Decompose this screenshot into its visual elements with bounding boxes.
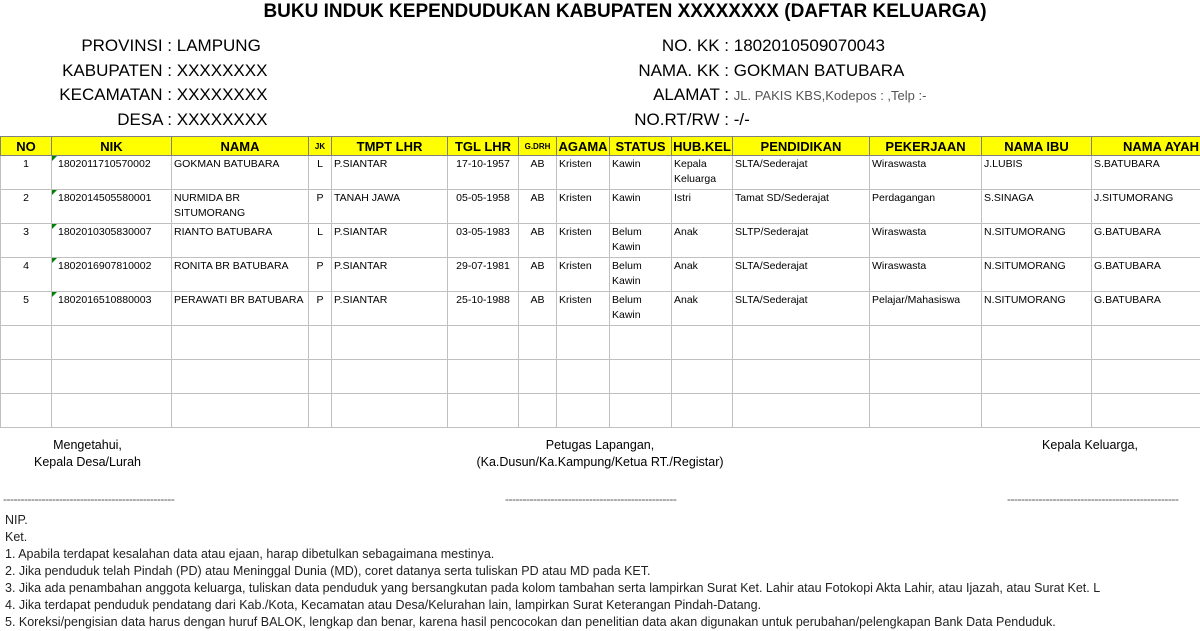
- table-row: [1, 190, 1200, 224]
- empty-cell: [672, 326, 733, 360]
- empty-cell: [870, 394, 982, 428]
- cell-status: Belum Kawin: [610, 258, 672, 292]
- empty-cell: [309, 394, 332, 428]
- cell-comment-marker-icon: [52, 156, 57, 161]
- cell-pekerjaan: Wiraswasta: [870, 224, 982, 258]
- cell-pendidikan: Tamat SD/Sederajat: [733, 190, 870, 224]
- ket-label: Ket.: [5, 529, 1100, 546]
- signature-line: Kepala Desa/Lurah: [20, 454, 155, 471]
- empty-cell: [672, 360, 733, 394]
- empty-row: [1, 326, 1200, 360]
- cell-agama: Kristen: [557, 190, 610, 224]
- empty-cell: [610, 326, 672, 360]
- empty-cell: [1092, 326, 1200, 360]
- note-item: 5. Koreksi/pengisian data harus dengan huruf BALOK, lengkap dan benar, karena hasil pencocokan dan penelitian data akan digunakan untuk perubahan/pelengkapan Bank Data Penduduk.: [5, 614, 1100, 631]
- cell-hub-kel: Kepala Keluarga: [672, 156, 733, 190]
- cell-jk: P: [309, 292, 332, 326]
- col-header-jk: JK: [309, 137, 332, 156]
- col-header-agama: AGAMA: [557, 137, 610, 156]
- cell-text: 1802010305830007: [58, 226, 151, 238]
- empty-cell: [172, 360, 309, 394]
- field-alamat: [0, 85, 926, 110]
- cell-hub-kel: Anak: [672, 224, 733, 258]
- empty-cell: [332, 360, 448, 394]
- table-row: [1, 292, 1200, 326]
- empty-cell: [172, 326, 309, 360]
- cell-status: Kawin: [610, 190, 672, 224]
- notes-section: [5, 512, 1100, 631]
- cell-pendidikan: SLTP/Sederajat: [733, 224, 870, 258]
- cell-pendidikan: SLTA/Sederajat: [733, 156, 870, 190]
- col-header-nik: NIK: [52, 137, 172, 156]
- cell-jk: P: [309, 258, 332, 292]
- cell-status: Kawin: [610, 156, 672, 190]
- field-value: XXXXXXXX: [177, 61, 268, 80]
- empty-cell: [448, 394, 519, 428]
- empty-cell: [610, 394, 672, 428]
- field-label: NO. KK :: [0, 36, 729, 56]
- field-label: NAMA. KK :: [0, 61, 729, 81]
- cell-nik: [52, 292, 172, 326]
- cell-comment-marker-icon: [52, 292, 57, 297]
- col-header-tmpt-lhr: TMPT LHR: [332, 137, 448, 156]
- cell-jk: L: [309, 224, 332, 258]
- field-rt-rw: [0, 110, 926, 135]
- note-item: 1. Apabila terdapat kesalahan data atau ejaan, harap dibetulkan sebagaimana mestinya.: [5, 546, 1100, 563]
- field-value: GOKMAN BATUBARA: [734, 61, 905, 80]
- signature-village-head: [20, 437, 155, 471]
- cell-tmpt-lhr: P.SIANTAR: [332, 258, 448, 292]
- cell-jk: P: [309, 190, 332, 224]
- empty-cell: [52, 326, 172, 360]
- cell-agama: Kristen: [557, 224, 610, 258]
- cell-no: 2: [1, 190, 52, 224]
- signature-line: Petugas Lapangan,: [440, 437, 760, 454]
- field-label: DESA :: [0, 110, 172, 130]
- col-header-nama-ibu: NAMA IBU: [982, 137, 1092, 156]
- cell-nama-ayah: S.BATUBARA: [1092, 156, 1200, 190]
- table-row: [1, 156, 1200, 190]
- col-header-no: NO: [1, 137, 52, 156]
- empty-cell: [733, 360, 870, 394]
- empty-cell: [1092, 360, 1200, 394]
- field-label: ALAMAT :: [0, 85, 729, 105]
- empty-cell: [557, 326, 610, 360]
- field-value: XXXXXXXX: [177, 85, 268, 104]
- cell-nik: [52, 190, 172, 224]
- empty-cell: [733, 394, 870, 428]
- cell-nama: GOKMAN BATUBARA: [172, 156, 309, 190]
- table-row: [1, 224, 1200, 258]
- col-header-hub-kel: HUB.KEL: [672, 137, 733, 156]
- cell-tmpt-lhr: TANAH JAWA: [332, 190, 448, 224]
- cell-nama-ibu: N.SITUMORANG: [982, 292, 1092, 326]
- empty-cell: [557, 394, 610, 428]
- empty-cell: [1092, 394, 1200, 428]
- cell-text: 1802016510880003: [58, 294, 151, 306]
- family-table: [0, 136, 1200, 428]
- cell-tgl-lhr: 17-10-1957: [448, 156, 519, 190]
- field-value: XXXXXXXX: [177, 110, 268, 129]
- signature-dash-middle: -------------------------------------------------: [505, 492, 676, 506]
- empty-cell: [557, 360, 610, 394]
- cell-nik: [52, 224, 172, 258]
- empty-cell: [982, 394, 1092, 428]
- cell-nama: RONITA BR BATUBARA: [172, 258, 309, 292]
- cell-pendidikan: SLTA/Sederajat: [733, 292, 870, 326]
- empty-cell: [1, 326, 52, 360]
- cell-text: 1802016907810002: [58, 260, 151, 272]
- cell-nama-ayah: G.BATUBARA: [1092, 224, 1200, 258]
- cell-gdrh: AB: [519, 156, 557, 190]
- col-header-status: STATUS: [610, 137, 672, 156]
- cell-gdrh: AB: [519, 190, 557, 224]
- cell-gdrh: AB: [519, 258, 557, 292]
- cell-nama-ibu: J.LUBIS: [982, 156, 1092, 190]
- field-label: PROVINSI :: [0, 36, 172, 56]
- cell-nama-ibu: N.SITUMORANG: [982, 258, 1092, 292]
- cell-no: 1: [1, 156, 52, 190]
- empty-cell: [309, 360, 332, 394]
- cell-nama-ayah: J.SITUMORANG: [1092, 190, 1200, 224]
- empty-cell: [982, 360, 1092, 394]
- cell-comment-marker-icon: [52, 258, 57, 263]
- field-label: NO.RT/RW :: [0, 110, 729, 130]
- family-fields: [0, 36, 926, 134]
- cell-hub-kel: Anak: [672, 258, 733, 292]
- col-header-nama: NAMA: [172, 137, 309, 156]
- cell-nik: [52, 258, 172, 292]
- empty-cell: [1, 360, 52, 394]
- cell-agama: Kristen: [557, 292, 610, 326]
- col-header-gdrh: G.DRH: [519, 137, 557, 156]
- col-header-nama-ayah: NAMA AYAH: [1092, 137, 1200, 156]
- empty-cell: [448, 360, 519, 394]
- cell-pekerjaan: Pelajar/Mahasiswa: [870, 292, 982, 326]
- cell-tmpt-lhr: P.SIANTAR: [332, 292, 448, 326]
- cell-nama-ibu: S.SINAGA: [982, 190, 1092, 224]
- field-value: LAMPUNG: [177, 36, 261, 55]
- table-body: [1, 156, 1200, 428]
- empty-cell: [610, 360, 672, 394]
- cell-comment-marker-icon: [52, 190, 57, 195]
- empty-cell: [733, 326, 870, 360]
- empty-row: [1, 360, 1200, 394]
- field-label: KABUPATEN :: [0, 61, 172, 81]
- empty-cell: [448, 326, 519, 360]
- table-row: [1, 258, 1200, 292]
- signature-line: Mengetahui,: [20, 437, 155, 454]
- cell-text: 1802011710570002: [58, 158, 151, 170]
- cell-pendidikan: SLTA/Sederajat: [733, 258, 870, 292]
- signature-line: (Ka.Dusun/Ka.Kampung/Ketua RT./Registar): [440, 454, 760, 471]
- cell-status: Belum Kawin: [610, 292, 672, 326]
- cell-text: 1802014505580001: [58, 192, 151, 204]
- cell-hub-kel: Istri: [672, 190, 733, 224]
- cell-nama: RIANTO BATUBARA: [172, 224, 309, 258]
- field-value: 1802010509070043: [734, 36, 885, 55]
- document-title: BUKU INDUK KEPENDUDUKAN KABUPATEN XXXXXXXX (DAFTAR KELUARGA): [0, 1, 1200, 23]
- cell-tmpt-lhr: P.SIANTAR: [332, 224, 448, 258]
- note-item: 4. Jika terdapat penduduk pendatang dari Kab./Kota, Kecamatan atau Desa/Kelurahan lain, lampirkan Surat Keterangan Pindah-Datang.: [5, 597, 1100, 614]
- empty-cell: [332, 394, 448, 428]
- cell-comment-marker-icon: [52, 224, 57, 229]
- cell-nama: PERAWATI BR BATUBARA: [172, 292, 309, 326]
- empty-cell: [870, 326, 982, 360]
- cell-tmpt-lhr: P.SIANTAR: [332, 156, 448, 190]
- empty-cell: [172, 394, 309, 428]
- cell-nama-ayah: G.BATUBARA: [1092, 292, 1200, 326]
- cell-status: Belum Kawin: [610, 224, 672, 258]
- note-item: 2. Jika penduduk telah Pindah (PD) atau Meninggal Dunia (MD), coret datanya serta tuliskan PD atau MD pada KET.: [5, 563, 1100, 580]
- field-nama-kk: [0, 61, 926, 86]
- signature-dash-left: -------------------------------------------------: [3, 492, 174, 506]
- empty-row: [1, 394, 1200, 428]
- cell-gdrh: AB: [519, 292, 557, 326]
- cell-no: 4: [1, 258, 52, 292]
- signature-dash-right: -------------------------------------------------: [1007, 492, 1178, 506]
- empty-cell: [1, 394, 52, 428]
- field-value: -/-: [734, 110, 750, 129]
- empty-cell: [332, 326, 448, 360]
- field-label: KECAMATAN :: [0, 85, 172, 105]
- cell-pekerjaan: Wiraswasta: [870, 156, 982, 190]
- cell-tgl-lhr: 29-07-1981: [448, 258, 519, 292]
- cell-agama: Kristen: [557, 156, 610, 190]
- empty-cell: [519, 394, 557, 428]
- cell-no: 5: [1, 292, 52, 326]
- empty-cell: [870, 360, 982, 394]
- cell-hub-kel: Anak: [672, 292, 733, 326]
- cell-gdrh: AB: [519, 224, 557, 258]
- col-header-pendidikan: PENDIDIKAN: [733, 137, 870, 156]
- note-item: 3. Jika ada penambahan anggota keluarga, tuliskan data penduduk yang bersangkutan pada kolom tambahan serta lampirkan Surat Ket. Lahir atau Fotokopi Akta Lahir, atau Ijazah, atau Surat Ket. L: [5, 580, 1100, 597]
- cell-no: 3: [1, 224, 52, 258]
- cell-nama: NURMIDA BR SITUMORANG: [172, 190, 309, 224]
- empty-cell: [52, 394, 172, 428]
- cell-tgl-lhr: 25-10-1988: [448, 292, 519, 326]
- empty-cell: [519, 326, 557, 360]
- cell-pekerjaan: Perdagangan: [870, 190, 982, 224]
- cell-pekerjaan: Wiraswasta: [870, 258, 982, 292]
- signature-line: Kepala Keluarga,: [1020, 437, 1160, 454]
- nip-label: NIP.: [5, 512, 1100, 529]
- cell-tgl-lhr: 05-05-1958: [448, 190, 519, 224]
- cell-nama-ibu: N.SITUMORANG: [982, 224, 1092, 258]
- cell-jk: L: [309, 156, 332, 190]
- empty-cell: [519, 360, 557, 394]
- cell-nik: [52, 156, 172, 190]
- table-header-row: [1, 137, 1200, 156]
- cell-agama: Kristen: [557, 258, 610, 292]
- col-header-tgl-lhr: TGL LHR: [448, 137, 519, 156]
- empty-cell: [982, 326, 1092, 360]
- cell-nama-ayah: G.BATUBARA: [1092, 258, 1200, 292]
- signature-family-head: [1020, 437, 1160, 454]
- field-value: JL. PAKIS KBS,Kodepos : ,Telp :-: [734, 88, 927, 103]
- empty-cell: [52, 360, 172, 394]
- signature-field-officer: [440, 437, 760, 471]
- empty-cell: [309, 326, 332, 360]
- col-header-pekerjaan: PEKERJAAN: [870, 137, 982, 156]
- empty-cell: [672, 394, 733, 428]
- cell-tgl-lhr: 03-05-1983: [448, 224, 519, 258]
- field-no-kk: [0, 36, 926, 61]
